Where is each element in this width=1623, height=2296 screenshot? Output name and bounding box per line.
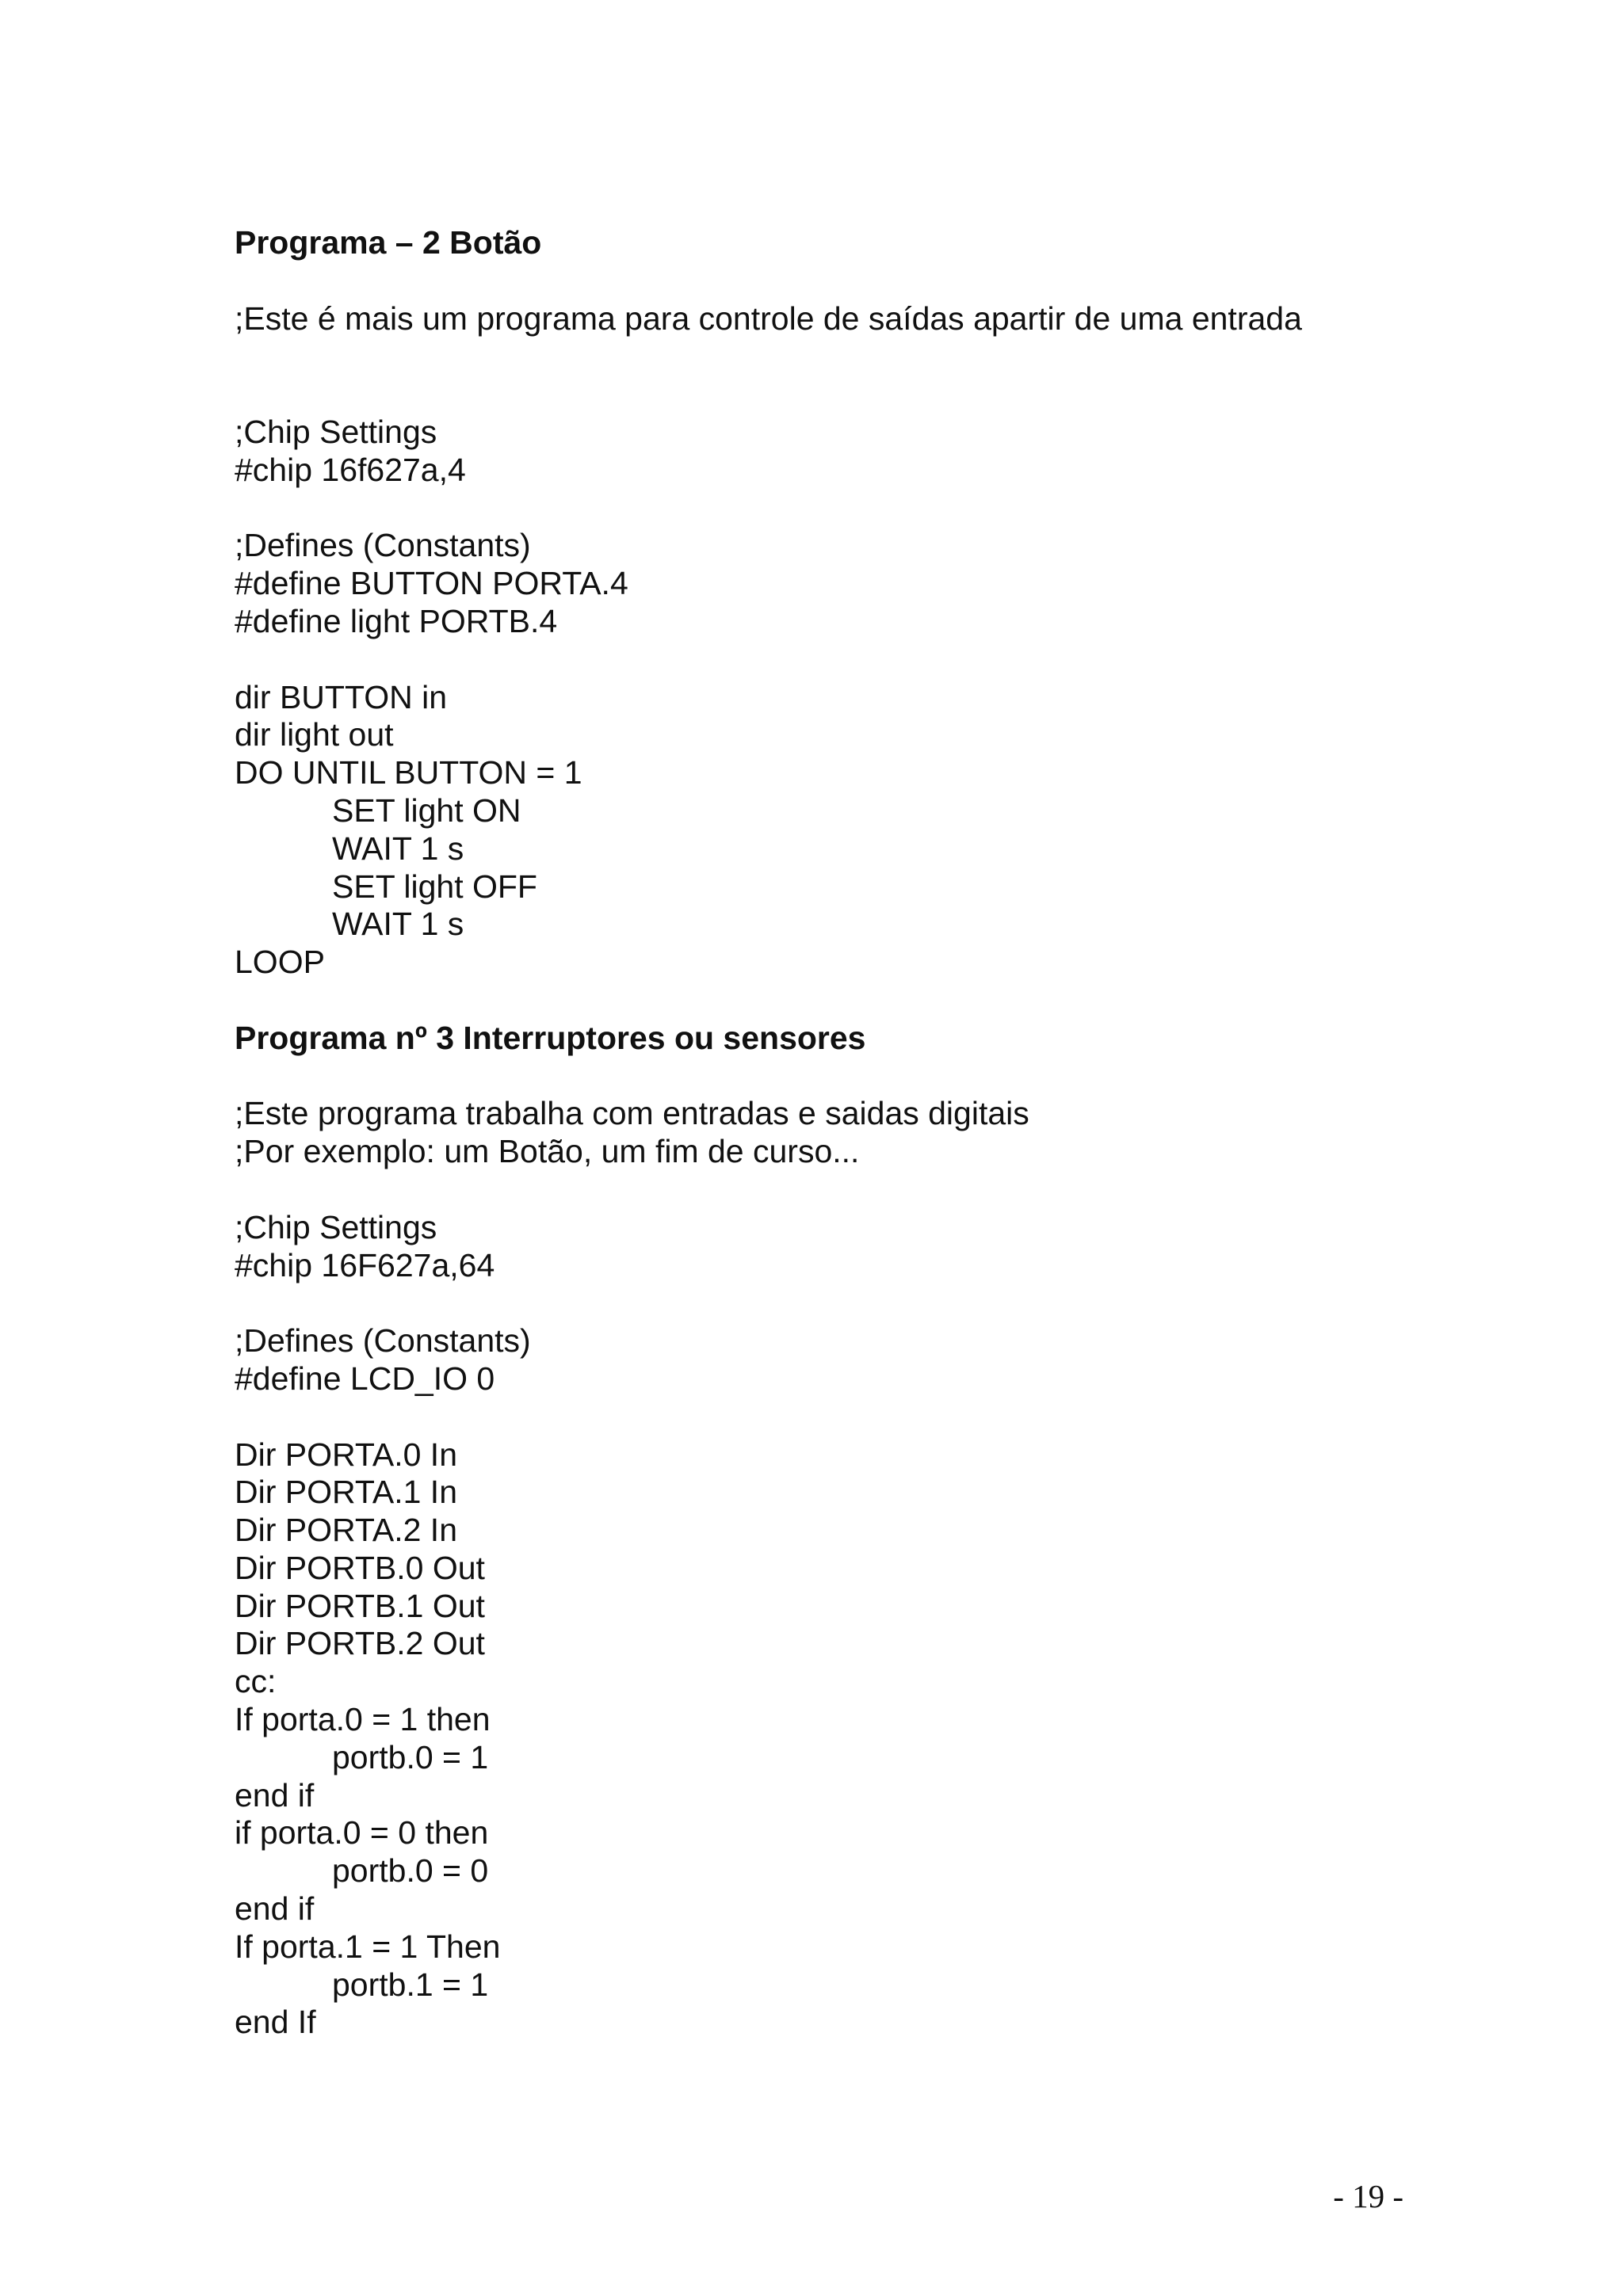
code-line-indented: WAIT 1 s (332, 906, 464, 943)
code-line-indented: portb.0 = 0 (332, 1852, 489, 1890)
code-line: Dir PORTA.2 In (235, 1512, 457, 1549)
blank-line (235, 1058, 1471, 1096)
blank-line (235, 490, 1471, 528)
code-line: LOOP (235, 944, 325, 981)
code-line: Dir PORTB.0 Out (235, 1549, 485, 1586)
code-line-indented: portb.0 = 1 (332, 1738, 489, 1775)
section-heading-programa-3: Programa nº 3 Interruptores ou sensores (235, 1019, 866, 1056)
code-line: Dir PORTB.2 Out (235, 1625, 485, 1662)
blank-line (235, 1398, 1471, 1436)
code-comment: ;Por exemplo: um Botão, um fim de curso... (235, 1133, 860, 1170)
code-comment: ;Este programa trabalha com entradas e saidas digitais (235, 1095, 1029, 1132)
page-content (235, 224, 1471, 2042)
code-line: Dir PORTA.0 In (235, 1436, 457, 1473)
blank-line (235, 376, 1471, 414)
section-heading-programa-2: Programa – 2 Botão (235, 224, 542, 261)
code-line: end if (235, 1776, 315, 1814)
code-line: dir light out (235, 716, 394, 753)
code-line: DO UNTIL BUTTON = 1 (235, 754, 582, 791)
blank-line (235, 982, 1471, 1020)
code-line: #chip 16f627a,4 (235, 451, 466, 488)
code-line: end if (235, 1890, 315, 1928)
page-number: - 19 - (1333, 2178, 1403, 2214)
code-line: If porta.1 = 1 Then (235, 1928, 501, 1965)
code-line: Dir PORTA.1 In (235, 1474, 457, 1511)
blank-line (235, 1284, 1471, 1322)
code-line: If porta.0 = 1 then (235, 1701, 491, 1738)
code-comment: ;Defines (Constants) (235, 1322, 531, 1360)
code-line: #define light PORTB.4 (235, 602, 558, 639)
code-line-indented: SET light ON (332, 791, 521, 829)
code-comment: ;Defines (Constants) (235, 527, 531, 564)
code-line: end If (235, 2004, 316, 2041)
code-line: if porta.0 = 0 then (235, 1814, 489, 1852)
code-comment: ;Chip Settings (235, 413, 437, 450)
code-line: dir BUTTON in (235, 678, 448, 715)
code-comment: ;Este é mais um programa para controle de saídas apartir de uma entrada (235, 299, 1302, 337)
code-label: cc: (235, 1663, 277, 1700)
code-line: #define LCD_IO 0 (235, 1360, 495, 1397)
code-line: #chip 16F627a,64 (235, 1246, 495, 1283)
code-comment: ;Chip Settings (235, 1208, 437, 1245)
blank-line (235, 262, 1471, 300)
blank-line (235, 641, 1471, 679)
code-line: Dir PORTB.1 Out (235, 1587, 485, 1624)
code-line-indented: SET light OFF (332, 868, 537, 905)
code-line: #define BUTTON PORTA.4 (235, 565, 628, 602)
blank-line (235, 1171, 1471, 1209)
blank-line (235, 338, 1471, 376)
code-line-indented: WAIT 1 s (332, 830, 464, 867)
code-line-indented: portb.1 = 1 (332, 1966, 489, 2003)
